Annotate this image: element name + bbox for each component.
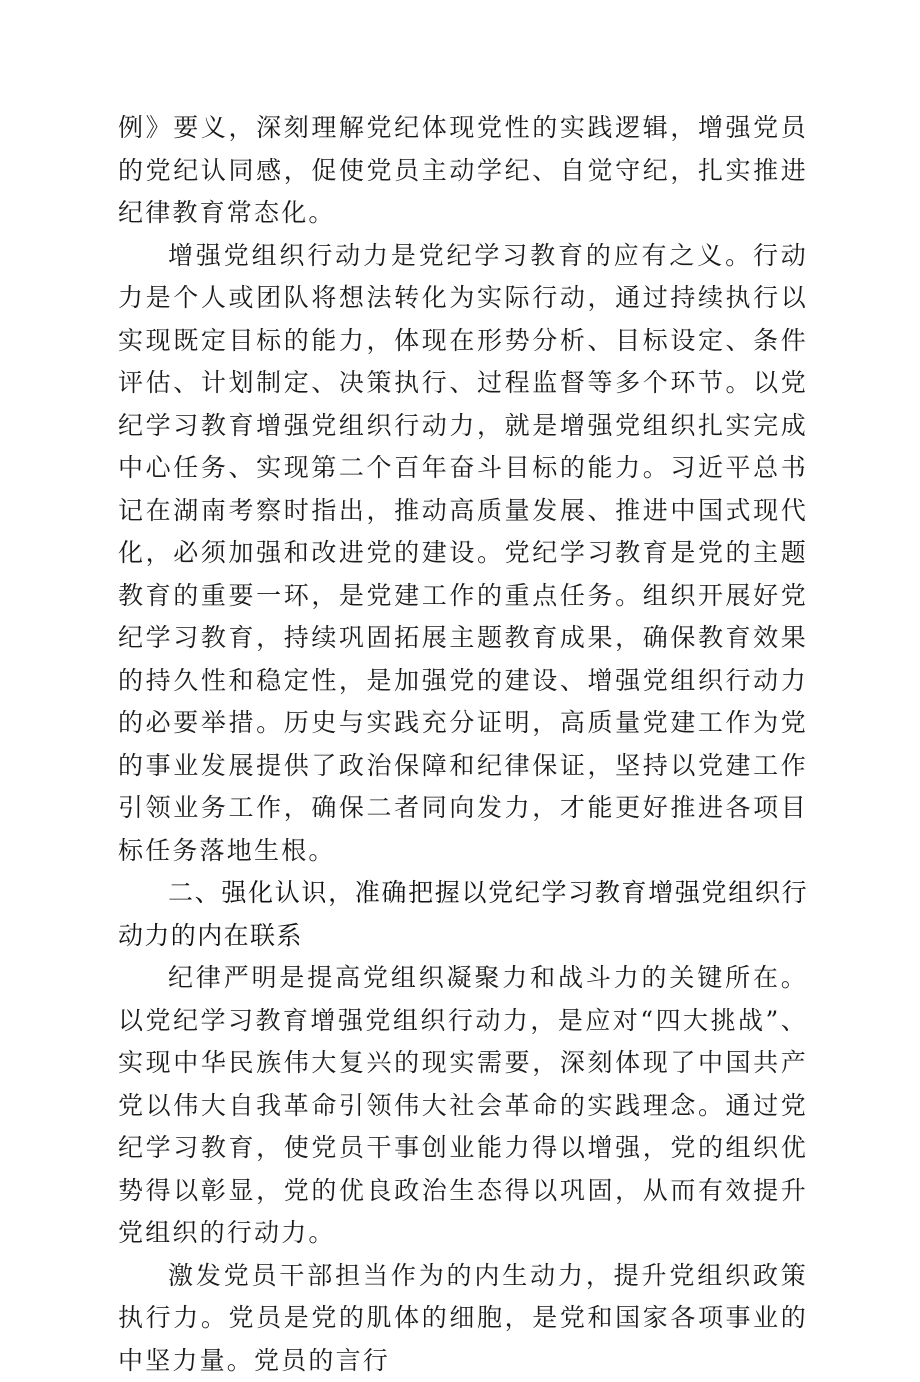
- paragraph-continuation: 例》要义，深刻理解党纪体现党性的实践逻辑，增强党员的党纪认同感，促使党员主动学纪、自觉守纪，扎实推进纪律教育常态化。: [118, 107, 808, 235]
- paragraph-motivation: 激发党员干部担当作为的内生动力，提升党组织政策执行力。党员是党的肌体的细胞，是党和国家各项事业的中坚力量。党员的言行: [118, 1255, 808, 1382]
- section-heading: 二、强化认识，准确把握以党纪学习教育增强党组织行动力的内在联系: [118, 872, 808, 957]
- paragraph-action-capacity: 增强党组织行动力是党纪学习教育的应有之义。行动力是个人或团队将想法转化为实际行动，通过持续执行以实现既定目标的能力，体现在形势分析、目标设定、条件评估、计划制定、决策执行、过程监督等多个环节。以党纪学习教育增强党组织行动力，就是增强党组织扎实完成中心任务、实现第二个百年奋斗目标的能力。习近平总书记在湖南考察时指出，推动高质量发展、推进中国式现代化，必须加强和改进党的建设。党纪学习教育是党的主题教育的重要一环，是党建工作的重点任务。组织开展好党纪学习教育，持续巩固拓展主题教育成果，确保教育效果的持久性和稳定性，是加强党的建设、增强党组织行动力的必要举措。历史与实践充分证明，高质量党建工作为党的事业发展提供了政治保障和纪律保证，坚持以党建工作引领业务工作，确保二者同向发力，才能更好推进各项目标任务落地生根。: [118, 235, 808, 873]
- paragraph-discipline: 纪律严明是提高党组织凝聚力和战斗力的关键所在。以党纪学习教育增强党组织行动力，是应对“四大挑战”、实现中华民族伟大复兴的现实需要，深刻体现了中国共产党以伟大自我革命引领伟大社会革命的实践理念。通过党纪学习教育，使党员干事创业能力得以增强，党的组织优势得以彰显，党的优良政治生态得以巩固，从而有效提升党组织的行动力。: [118, 957, 808, 1255]
- document-body: [118, 107, 808, 1382]
